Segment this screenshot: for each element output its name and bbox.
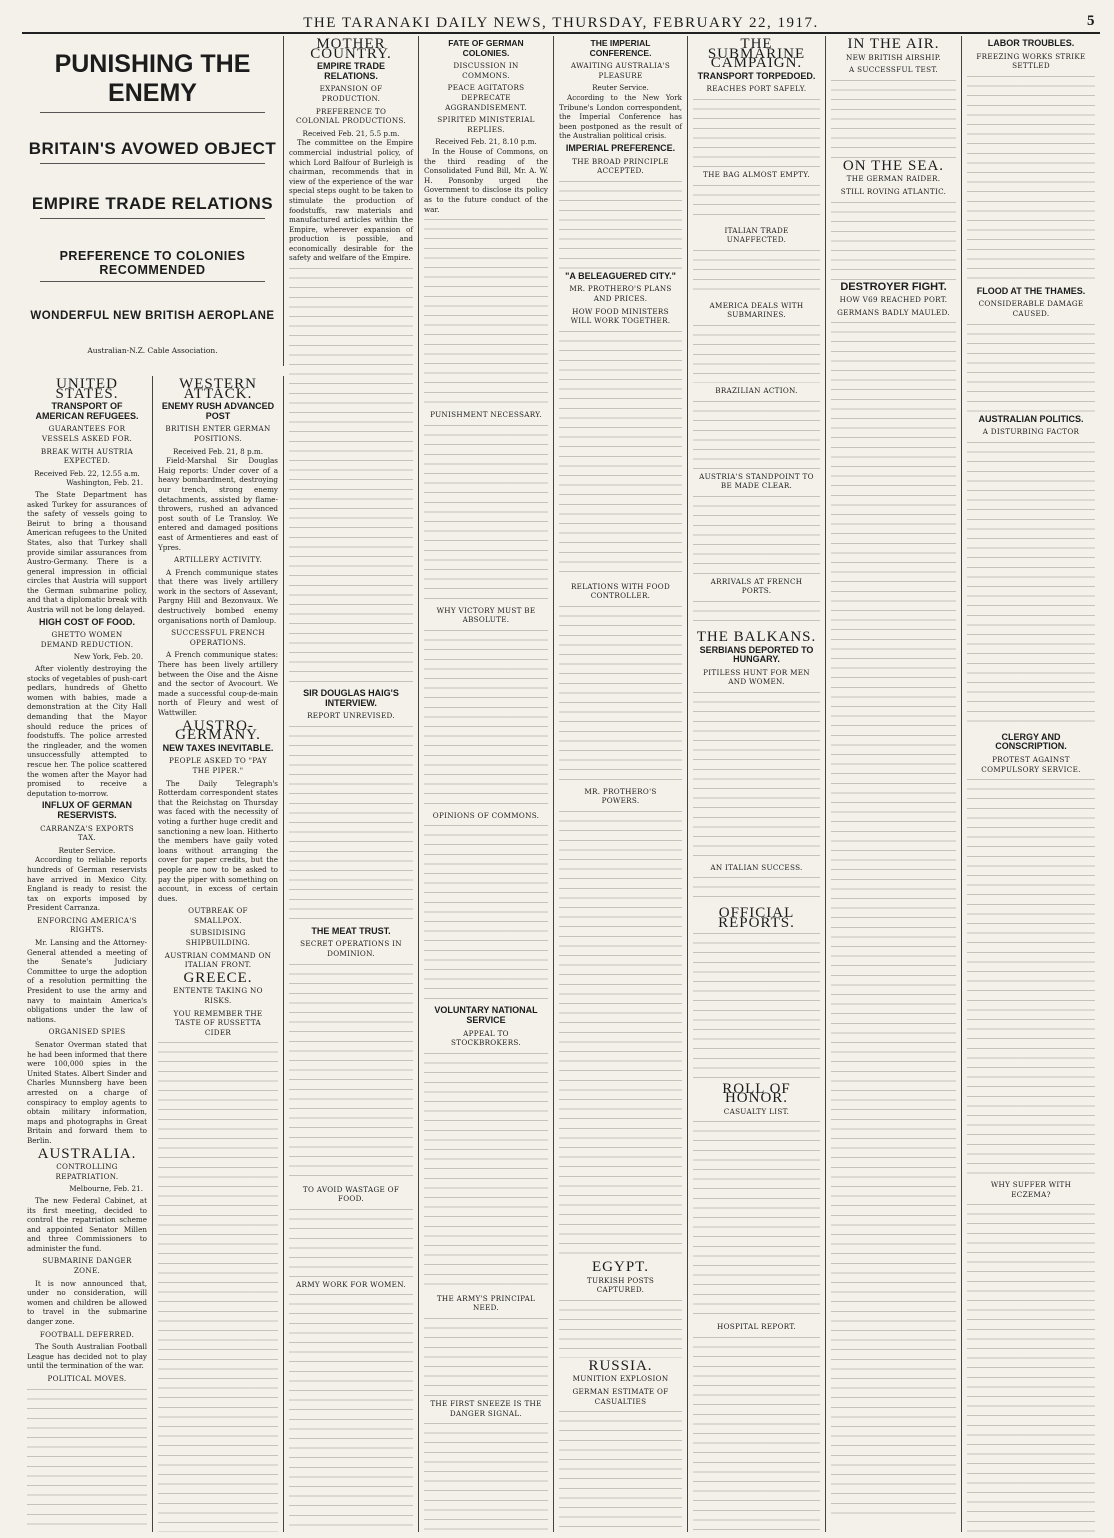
- subhead: THE BROAD PRINCIPLE ACCEPTED.: [572, 156, 669, 176]
- section-heading: ON THE SEA.: [842, 157, 945, 174]
- subhead: ENEMY RUSH ADVANCED POST: [161, 401, 275, 421]
- column-4: [419, 36, 554, 1532]
- subhead: SIR DOUGLAS HAIG'S INTERVIEW.: [303, 688, 399, 708]
- subhead: TO AVOID WASTAGE OF FOOD.: [302, 1184, 400, 1204]
- subhead: HIGH COST OF FOOD.: [39, 616, 135, 627]
- article-paragraph: The new Federal Cabinet, at its first meeting, decided to control the repatriation scheme and appointed Senator Millen and three Commissioners to administer the fund.: [27, 1195, 147, 1253]
- subhead: A DISTURBING FACTOR: [982, 427, 1080, 437]
- column-2: [153, 376, 284, 1532]
- headline-3: EMPIRE TRADE RELATIONS: [31, 194, 274, 213]
- subhead: SPIRITED MINISTERIAL REPLIES.: [437, 115, 535, 134]
- subhead: THE GERMAN RAIDER.: [846, 174, 941, 184]
- subhead: BREAK WITH AUSTRIA EXPECTED.: [40, 446, 134, 466]
- subhead: SUCCESSFUL FRENCH OPERATIONS.: [171, 628, 265, 647]
- subhead: GHETTO WOMEN DEMAND REDUCTION.: [40, 630, 134, 649]
- subhead: SERBIANS DEPORTED TO HUNGARY.: [699, 644, 814, 665]
- subhead: AUSTRIAN COMMAND ON ITALIAN FRONT.: [164, 950, 272, 970]
- cable-credit: Australian-N.Z. Cable Association.: [87, 346, 218, 355]
- subhead: INFLUX OF GERMAN RESERVISTS.: [42, 800, 132, 820]
- column-7-heading: IN THE AIR.: [847, 36, 940, 52]
- column-5-heading: THE IMPERIAL CONFERENCE.: [589, 38, 652, 58]
- subhead: TRANSPORT TORPEDOED.: [697, 70, 816, 81]
- subhead: CASUALTY LIST.: [723, 1106, 790, 1116]
- section-heading: THE MEAT TRUST.: [311, 925, 391, 936]
- subhead: WHY SUFFER WITH ECZEMA?: [990, 1180, 1072, 1199]
- section-heading: VOLUNTARY NATIONAL SERVICE: [434, 1005, 538, 1026]
- subhead: GUARANTEES FOR VESSELS ASKED FOR.: [41, 424, 133, 443]
- subhead: REACHES PORT SAFELY.: [706, 84, 807, 94]
- dateline: Washington, Feb. 21.: [66, 478, 143, 488]
- subhead: WHY VICTORY MUST BE ABSOLUTE.: [436, 605, 536, 625]
- section-heading: "A BELEAGUERED CITY.": [565, 270, 676, 281]
- subhead: STILL ROVING ATLANTIC.: [840, 186, 947, 196]
- section-heading: THE BALKANS.: [696, 628, 817, 645]
- subhead: APPEAL TO STOCKBROKERS.: [451, 1028, 521, 1048]
- dateline: Received Feb. 21, 8 p.m.: [172, 446, 264, 456]
- subhead: THE FIRST SNEEZE IS THE DANGER SIGNAL.: [430, 1399, 542, 1418]
- section-heading: DESTROYER FIGHT.: [840, 280, 947, 293]
- subhead: HOW FOOD MINISTERS WILL WORK TOGETHER.: [570, 306, 671, 326]
- article-paragraph: In the House of Commons, on the third reading of the Consolidated Fund Bill, Mr. A. W. H. Ponsonby urged the Government to disclose its policy as to the future conduct of the war.: [424, 146, 548, 214]
- article-paragraph: Mr. Lansing and the Attorney-General attended a meeting of the Senate's Judiciary Committee to urge the adoption of a resolution permitting the President to use the army and navy to maintain America's obligations under the law of nations.: [27, 938, 147, 1024]
- column-6: [688, 36, 826, 1532]
- subhead: RELATIONS WITH FOOD CONTROLLER.: [570, 581, 671, 601]
- subhead: PUNISHMENT NECESSARY.: [430, 410, 542, 420]
- column-7: [826, 36, 962, 1532]
- subhead: EXPANSION OF PRODUCTION.: [319, 84, 383, 103]
- subhead: ENFORCING AMERICA'S RIGHTS.: [37, 915, 137, 935]
- headline-2: BRITAIN'S AVOWED OBJECT: [28, 139, 277, 158]
- subhead: A SUCCESSFUL TEST.: [849, 65, 938, 75]
- subhead: PEOPLE ASKED TO "PAY THE PIPER.": [169, 756, 267, 775]
- subhead: ARMY WORK FOR WOMEN.: [296, 1279, 406, 1289]
- column-3-heading: MOTHER COUNTRY.: [310, 36, 392, 62]
- column-1: [22, 376, 153, 1532]
- subhead: YOU REMEMBER THE TASTE OF RUSSETTA CIDER: [173, 1008, 263, 1037]
- subhead: GERMANS BADLY MAULED.: [837, 307, 950, 317]
- subhead: CONSIDERABLE DAMAGE CAUSED.: [978, 299, 1084, 318]
- subhead: FOOTBALL DEFERRED.: [39, 1329, 135, 1339]
- subhead: MR. PROTHERO'S PLANS AND PRICES.: [569, 284, 672, 303]
- subhead: SUBSIDISING SHIPBUILDING.: [185, 928, 251, 948]
- article-paragraph: The South Australian Football League has decided not to play until the termination of the war.: [27, 1342, 147, 1371]
- article-paragraph: After violently destroying the stocks of vegetables of push-cart pedlars, hundreds of Ghetto women with babies, made a demonstration at the City Hall demanding that the Mayor should reduce the prices of foodstuffs. The police arrested the ringleader, and the women unsuccessfully attempted to rescue her. The police scattered the women after the Mayor had promised to receive a deputation to-morrow.: [27, 664, 147, 798]
- subhead: EMPIRE TRADE RELATIONS.: [316, 61, 385, 81]
- subhead: PITILESS HUNT FOR MEN AND WOMEN.: [703, 667, 810, 687]
- newspaper-page: [22, 36, 1100, 1532]
- column-1-heading: UNITED STATES.: [55, 376, 119, 402]
- page-number: 5: [1087, 13, 1096, 29]
- dateline: Melbourne, Feb. 21.: [69, 1184, 143, 1194]
- column-2-heading: WESTERN ATTACK.: [179, 376, 257, 402]
- subhead: TRANSPORT OF AMERICAN REFUGEES.: [35, 401, 139, 421]
- subhead: HOSPITAL REPORT.: [717, 1322, 796, 1332]
- subhead: AWAITING AUSTRALIA'S PLEASURE: [570, 61, 671, 80]
- column-4-heading: FATE OF GERMAN COLONIES.: [448, 38, 524, 58]
- masthead-title: THE TARANAKI DAILY NEWS, THURSDAY, FEBRUARY 22, 1917.: [303, 15, 819, 31]
- subhead: BRAZILIAN ACTION.: [715, 385, 798, 395]
- subhead: AUSTRIA'S STANDPOINT TO BE MADE CLEAR.: [699, 471, 814, 491]
- subhead: NEW BRITISH AIRSHIP.: [846, 52, 941, 62]
- section-heading: ROLL OF HONOR.: [722, 1080, 791, 1107]
- section-heading: CLERGY AND CONSCRIPTION.: [995, 731, 1067, 752]
- subhead: GERMAN ESTIMATE OF CASUALTIES: [572, 1387, 669, 1406]
- dateline: Reuter Service.: [58, 845, 116, 855]
- headline-4: PREFERENCE TO COLONIES RECOMMENDED: [59, 249, 246, 277]
- subhead: BRITISH ENTER GERMAN POSITIONS.: [165, 424, 271, 443]
- subhead: MR. PROTHERO'S POWERS.: [584, 786, 657, 806]
- subhead: FREEZING WORKS STRIKE SETTLED: [976, 51, 1086, 71]
- section-heading: OFFICIAL REPORTS.: [718, 905, 795, 932]
- dateline: Received Feb. 21, 8.10 p.m.: [435, 137, 537, 147]
- column-3: [284, 36, 419, 1532]
- subhead: TURKISH POSTS CAPTURED.: [586, 1275, 655, 1295]
- subhead: THE BAG ALMOST EMPTY.: [703, 169, 810, 179]
- subhead: PREFERENCE TO COLONIAL PRODUCTIONS.: [296, 106, 406, 126]
- subhead: ORGANISED SPIES: [48, 1027, 126, 1037]
- dateline: Received Feb. 22, 12.55 a.m.: [34, 468, 140, 478]
- subhead: DISCUSSION IN COMMONS.: [453, 61, 519, 80]
- headline-1: PUNISHING THE ENEMY: [54, 50, 251, 107]
- subhead: AMERICA DEALS WITH SUBMARINES.: [709, 300, 804, 320]
- section-heading: EGYPT.: [592, 1259, 649, 1276]
- subhead: HOW V69 REACHED PORT.: [839, 295, 948, 305]
- subhead: PEACE AGITATORS DEPRECATE AGGRANDISEMENT.: [445, 83, 527, 112]
- article-paragraph: The committee on the Empire commercial industrial policy, of which Lord Balfour of Burleigh is chairman, recommends that in view of the experience of the war special steps ought to be taken to stimulate the production of foodstuffs, raw materials and manufactured articles within the Empire, wherever expansion of production is possible, and economically desirable for the safety and welfare of the Empire.: [289, 138, 413, 263]
- section-heading: AUSTRALIA.: [37, 1145, 137, 1162]
- section-heading: AUSTRALIAN POLITICS.: [978, 413, 1084, 424]
- column-6-heading: THE SUBMARINE CAMPAIGN.: [707, 36, 806, 72]
- section-heading: AUSTRO-GERMANY.: [175, 717, 261, 744]
- section-heading: IMPERIAL PREFERENCE.: [565, 142, 676, 153]
- subhead: POLITICAL MOVES.: [47, 1374, 127, 1383]
- headline-5: WONDERFUL NEW BRITISH AEROPLANE: [30, 310, 275, 322]
- subhead: PROTEST AGAINST COMPULSORY SERVICE.: [981, 754, 1081, 774]
- column-5: [554, 36, 688, 1532]
- subhead: MUNITION EXPLOSION: [572, 1374, 669, 1384]
- lead-headlines: [22, 36, 284, 366]
- subhead: THE ARMY'S PRINCIPAL NEED.: [436, 1293, 536, 1313]
- article-paragraph: According to the New York Tribune's London correspondent, the Imperial Conference has been postponed as the result of the Australian political crisis.: [559, 92, 682, 141]
- article-paragraph: A French communique states: There has been lively artillery between the Oise and the Aisne and the sector of Avocourt. We made a successful coup-de-main north of Fleury and west of Wattwiller.: [158, 650, 278, 717]
- column-8-heading: LABOR TROUBLES.: [987, 38, 1075, 48]
- article-paragraph: A French communique states that there was lively artillery work in the sectors of Assevant, Pargny Hill and Bezonvaux. We destructively bombed enemy organisations north of Damloup.: [158, 567, 278, 625]
- subhead: CONTROLLING REPATRIATION.: [55, 1162, 119, 1181]
- article-paragraph: The Daily Telegraph's Rotterdam correspondent states that the Reichstag on Thursday was faced with the necessity of voting a further huge credit and sanctioning a new loan. Hitherto the members have gaily voted loans without arranging the cover for paper credits, but the people are now to be asked to pay the piper with something on account, in excess of certain dues.: [158, 778, 278, 903]
- subhead: SECRET OPERATIONS IN DOMINION.: [300, 939, 402, 959]
- section-heading: RUSSIA.: [588, 1357, 653, 1374]
- subhead: ENTENTE TAKING NO RISKS.: [173, 986, 263, 1006]
- masthead: [22, 6, 1100, 34]
- subhead: ARTILLERY ACTIVITY.: [173, 555, 263, 565]
- subhead: REPORT UNREVISED.: [307, 711, 395, 721]
- subhead: ARRIVALS AT FRENCH PORTS.: [710, 576, 803, 596]
- subhead: NEW TAXES INEVITABLE.: [162, 742, 274, 753]
- article-paragraph: The State Department has asked Turkey for assurances of the safety of vessels going to Beirut to bring a thousand American refugees to the United States, also that Turkey shall provide similar assurances from Austro-Germany. There is a general impression in official circles that Austria will support the German submarine policy, and that a diplomatic break with Austria will not be long delayed.: [27, 489, 147, 615]
- subhead: OPINIONS OF COMMONS.: [432, 810, 540, 820]
- column-8: [962, 36, 1100, 1532]
- article-paragraph: Field-Marshal Sir Douglas Haig reports: Under cover of a heavy bombardment, destroying our trench, strong enemy detachments, assisted by flame-throwers, rushed an advanced post south of Le Transloy. We entered and damaged positions east of Armentieres and east of Ypres.: [158, 456, 278, 552]
- subhead: ITALIAN TRADE UNAFFECTED.: [724, 225, 789, 245]
- dateline: New York, Feb. 20.: [73, 652, 143, 662]
- subhead: OUTBREAK OF SMALLPOX.: [188, 906, 248, 925]
- dateline: Received Feb. 21, 5.5 p.m.: [302, 128, 400, 138]
- article-paragraph: Senator Overman stated that he had been informed that there were 100,000 spies in the United States. Albert Sinder and Charles Munnsberg have been arrested on a charge of conspiracy to employ agents to obtain military information, maps and photographs in Great Britain and forward them to Berlin.: [27, 1040, 147, 1145]
- subhead: CARRANZA'S EXPORTS TAX.: [40, 823, 134, 843]
- subhead: AN ITALIAN SUCCESS.: [710, 862, 803, 872]
- section-heading: GREECE.: [183, 969, 253, 986]
- dateline: Reuter Service.: [592, 83, 649, 93]
- subhead: SUBMARINE DANGER ZONE.: [42, 1256, 132, 1276]
- article-paragraph: According to reliable reports hundreds of German reservists have arrived in Mexico City. England is ready to resist the tax on exports imposed by President Carranza.: [27, 855, 147, 913]
- section-heading: FLOOD AT THE THAMES.: [976, 285, 1086, 296]
- article-paragraph: It is now announced that, under no consideration, will women and children be allowed to travel in the submarine danger zone.: [27, 1278, 147, 1327]
